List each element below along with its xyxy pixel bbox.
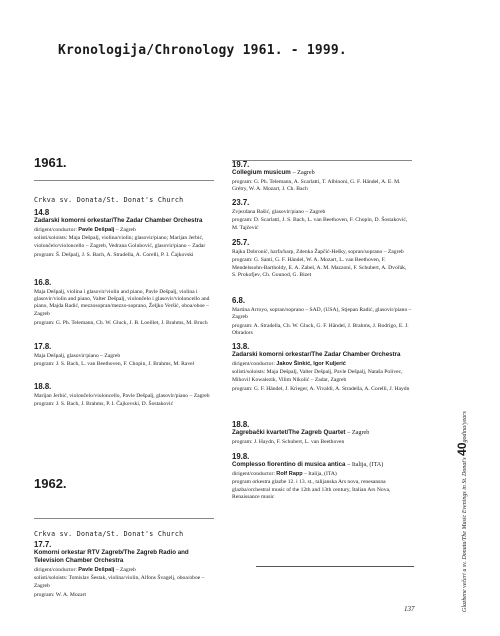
concert-date: 14.8 [34, 208, 50, 217]
program-text: program: Š. Dešpalj, J. S. Bach, A. Stradella, A. Corelli, P. I. Čajkovski [34, 251, 194, 258]
concert-date: 17.8. [34, 342, 52, 351]
performers: Maja Dešpalj, violina i glasovir/violin and piano, Pavle Dešpalj, violina i glasovir/violin and piano, Valter Dešpalj, violončelo i glasovir/violoncello and piano, Majda Radić, mezzosopran/mezzo-soprano, Željko Veršić, oboa/oboe – Zagreb [34, 288, 210, 317]
program-text: program: J. S. Bach, L. van Beethoven, F. Chopin, J. Brahms, M. Ravel [34, 361, 195, 368]
conductor-name: Jakov Šinkić, Igor Kuljerić [276, 360, 346, 367]
concert-date: 18.8. [34, 382, 52, 391]
year-heading-1961: 1961. [34, 155, 67, 170]
concert-date: 25.7. [232, 238, 250, 247]
performers: Zvjezdana Bašić, glasovir/piano – Zagreb [232, 208, 326, 215]
concert-entry: 17.7. Komorni orkestar RTV Zagreb/The Zagreb Radio and Television Chamber Orchestra dirigent/conductor: Pavle Dešpalj – Zagreb solisti/soloists: Tomislav Šestak, violina/violin, Alfons Švagelj, oboa/oboe – Zagreb program: W. A. Mozart [34, 540, 212, 599]
performers: Maja Dešpalj, glasovir/piano – Zagreb [34, 352, 121, 359]
concert-entry [34, 278, 212, 327]
concert-entry [232, 238, 412, 280]
concert-entry [232, 296, 412, 338]
concert-entry [34, 382, 212, 409]
page-title: Kronologija/Chronology 1961. - 1999. [58, 43, 347, 58]
conductor-name: Pavle Dešpalj [78, 226, 115, 233]
concert-entry [232, 198, 412, 232]
program-text: program: G. Ph. Telemann, A. Scarlatti, T. Albinoni, G. F. Händel, A. E. M. Grétry, W. A. Mozart, J. Ch. Bach [232, 178, 401, 192]
venue-label: Crkva sv. Donata/St. Donat's Church [34, 196, 184, 204]
concert-entry: 19.7. Collegium musicum – Zagreb program: G. Ph. Telemann, A. Scarlatti, T. Albinoni, G. F. Händel, A. E. M. Grétry, W. A. Mozart, J. Ch. Bach [232, 160, 412, 193]
conductor-name: Pavle Dešpalj [78, 566, 115, 573]
program-text: program: D. Scarlatti, J. S. Bach, L. van Beethoven, F. Chopin, D. Šostaković, M. Tajčević [232, 217, 408, 231]
program-text: program orkestra glazbe 12. i 13. st., talijanska Ars nova, renesansna glazba/orchestral music of the 12th and 13th century, Italian Ars Nova, Renaissance music [232, 479, 391, 501]
soloists: Maja Dešpalj, Valter Dešpalj, Pavle Dešpalj, Nataša Polivec, Mihovil Kowalezik, Vilim Nikolić – Zadar, Zagreb [232, 369, 403, 383]
concert-date: 19.7. [232, 160, 250, 169]
concert-date: 23.7. [232, 198, 250, 207]
concert-entry: 14.8 Zadarski komorni orkestar/The Zadar Chamber Orchestra dirigent/conductor: Pavle Dešpalj – Zagreb solisti/soloists: Maja Dešpalj, violina/violin; glasovir/piano; Marijan Jerbić, violončelo/violoncello – Zagreb, Vedrana Golubović, glasovir/piano – Zadar program: Š. Dešpalj, J. S. Bach, A. Stradella, A. Corelli, P. I. Čajkovski [34, 208, 212, 259]
anniversary-number: 40 [455, 442, 469, 456]
concert-date: 18.8. [232, 420, 250, 429]
concert-date: 19.8. [232, 452, 250, 461]
ensemble-name: Complesso fiorentino di musica antica [232, 461, 346, 468]
side-caption: Glazbene večeri u sv. Donatu/The Music Evenings in St. Donat's 40godina/years [455, 411, 469, 612]
program-text: program: A. Stradella, Ch. W. Gluck, G. F. Händel, J. Brahms, J. Rodrigo, E. J. Obradors [232, 322, 409, 337]
program-text: program: G. F. Händel, J. Krieger, A. Vivaldi, A. Stradella, A. Corelli, J. Haydn [232, 385, 410, 392]
divider [34, 180, 214, 181]
year-heading-1962: 1962. [34, 476, 67, 491]
performers: Rajka Dobronić, harfa/harp, Zdenka Žapčić-Hešky, sopran/soprano – Zagreb [232, 248, 404, 255]
ensemble-name: Zadarski komorni orkestar/The Zadar Chamber Orchestra [232, 351, 401, 358]
concert-date: 17.7. [34, 540, 52, 549]
concert-entry: 13.8. Zadarski komorni orkestar/The Zadar Chamber Orchestra dirigent/conductor: Jakov Šinkić, Igor Kuljerić solisti/soloists: Maja Dešpalj, Valter Dešpalj, Pavle Dešpalj, Nataša Polivec, Mihovil Kowalezik, Vilim Nikolić – Zadar, Zagreb program: G. F. Händel, J. Krieger, A. Vivaldi, A. Stradella, A. Corelli, J. Haydn [232, 342, 412, 393]
program-text: program: J. Haydn, F. Schubert, L. van Beethoven [232, 438, 345, 445]
ensemble-name: Collegium musicum [232, 169, 291, 176]
ensemble-name: Komorni orkestar RTV Zagreb/The Zagreb Radio and Television Chamber Orchestra [34, 549, 189, 564]
program-text: program: G. Ph. Telemann, Ch. W. Gluck, J. B. Loeillet, J. Brahms, M. Bruch [34, 319, 208, 326]
program-text: program: J. S. Bach, J. Brahms, P. I. Čajkovski, D. Šostaković [34, 401, 174, 408]
ensemble-name: Zadarski komorni orkestar/The Zadar Chamber Orchestra [34, 217, 203, 224]
concert-date: 16.8. [34, 278, 52, 287]
concert-entry: 18.8. Zagrebački kvartet/The Zagreb Quartet – Zagreb program: J. Haydn, F. Schubert, L. van Beethoven [232, 420, 412, 446]
concert-date: 6.8. [232, 296, 246, 305]
footer-rule [256, 566, 414, 567]
ensemble-name: Zagrebački kvartet/The Zagreb Quartet [232, 429, 346, 436]
venue-label: Crkva sv. Donata/St. Donat's Church [34, 530, 184, 538]
performers: Marijan Jerbić, violončelo/violoncello, Pavle Dešpalj, glasovir/piano – Zagreb [34, 392, 210, 399]
soloists: Maja Dešpalj, violina/violin; glasovir/piano; Marijan Jerbić, violončelo/violoncello – Zagreb, Vedrana Golubović, glasovir/piano – Zadar [34, 235, 206, 249]
divider [34, 518, 214, 519]
concert-entry [34, 342, 212, 369]
program-text: program: G. Santi, G. F. Händel, W. A. Mozart, L. van Beethoven, F. Mendelssohn-Bartholdy, E. A. Zabel, A. M. Mazzoni, F. Schubert, A. Dvořák, S. Prokofjev, Ch. Gounod, G. Bizet [232, 257, 407, 279]
concert-date: 13.8. [232, 342, 250, 351]
conductor-name: Rolf Rapp [276, 470, 303, 477]
soloists: Tomislav Šestak, violina/violin, Alfons Švagelj, oboa/oboe – Zagreb [34, 575, 205, 589]
page-number: 137 [404, 605, 415, 613]
program-text: program: W. A. Mozart [34, 591, 87, 598]
performers: Martina Arroyo, sopran/soprano – SAD, (USA), Stjepan Radić, glasovir/piano – Zagreb [232, 306, 412, 320]
concert-entry: 19.8. Complesso fiorentino di musica antica – Italija, (ITA) dirigent/conductor: Rolf Rapp – Italija, (ITA) program orkestra glazbe 12. i 13. st., talijanska Ars nova, renesansna glazba/orchestral music of the 12th and 13th century, Italian Ars Nova, Renaissance music [232, 452, 412, 502]
